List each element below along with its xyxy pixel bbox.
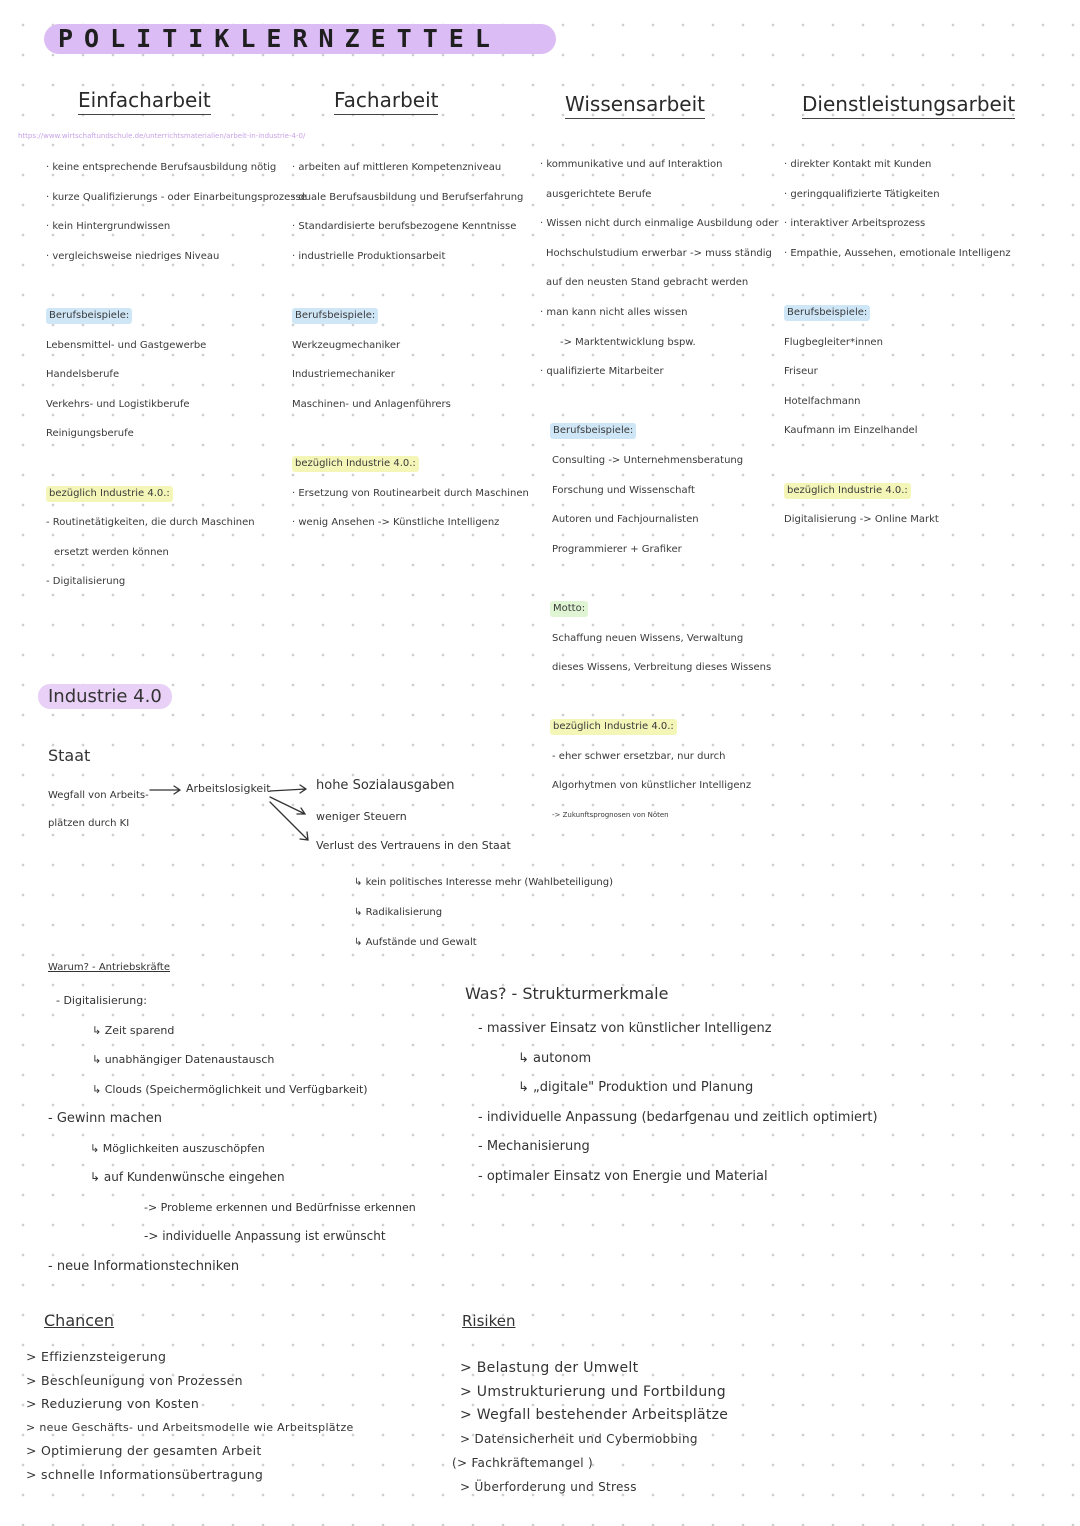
list-item: - Digitalisierung: [56,994,147,1007]
list-item: > Reduzierung von Kosten [26,1396,200,1412]
list-item: ↳ auf Kundenwünsche eingehen [90,1170,285,1184]
risiken-list [452,1357,729,1499]
list-item: Friseur [784,366,818,378]
list-item: · kurze Qualifizierungs - oder Einarbeitungsprozesse [46,191,307,203]
industrie-label: bezüglich Industrie 4.0.: [292,456,419,472]
warum-list [48,986,416,1281]
list-item: Schaffung neuen Wissens, Verwaltung [552,632,744,644]
list-item: · vergleichsweise niedriges Niveau [46,250,220,262]
list-item: ↳ unabhängiger Datenaustausch [92,1053,275,1066]
list-item: Autoren und Fachjournalisten [552,514,699,526]
staat-label: Staat [48,746,91,765]
list-item: · Empathie, Aussehen, emotionale Intelligenz [784,247,1011,259]
list-item: Hotelfachmann [784,395,861,407]
list-item: > Wegfall bestehender Arbeitsplätze [460,1407,729,1424]
folge-3: Verlust des Vertrauens in den Staat [316,839,511,852]
list-item: · geringqualifizierte Tätigkeiten [784,188,940,200]
list-item: > schnelle Informationsübertragung [26,1466,264,1482]
list-item: Maschinen- und Anlagenführers [292,398,451,410]
list-item: · Standardisierte berufsbezogene Kenntnisse [292,221,517,233]
list-item: - Mechanisierung [478,1139,590,1154]
list-item: · industrielle Produktionsarbeit [292,250,446,262]
list-item: Industriemechaniker [292,369,395,381]
chancen-heading: Chancen [44,1311,115,1330]
warum-heading: Warum? - Antriebskräfte [48,962,170,973]
source-link[interactable]: https://www.wirtschaftundschule.de/unterrichtsmaterialien/arbeit-in-industrie-4-0/ [18,132,306,140]
list-item: ↳ Clouds (Speichermöglichkeit und Verfügbarkeit) [92,1082,368,1096]
list-item: Werkzeugmechaniker [292,339,401,351]
list-item: ↳ kein politisches Interesse mehr (Wahlbeteiligung) [354,877,614,888]
list-item: · kein Hintergrundwissen [46,221,171,233]
list-item: > Belastung der Umwelt [460,1360,639,1376]
list-item: · wenig Ansehen -> Künstliche Intelligenz [292,517,500,529]
wegfall-line: plätzen durch KI [48,818,130,829]
list-item: Handelsberufe [46,369,120,381]
list-item: - individuelle Anpassung (bedarfgenau und zeitlich optimiert) [478,1109,878,1125]
list-item: - Gewinn machen [48,1111,163,1126]
list-item: -> Probleme erkennen und Bedürfnisse erkennen [144,1200,416,1214]
list-item: -> individuelle Anpassung ist erwünscht [144,1229,386,1243]
risiken-heading: Risiken [462,1312,516,1330]
return-arrow-icon: ↳ [354,937,366,948]
beispiele-label: Berufsbeispiele: [292,308,378,324]
page-title: POLITIKLERNZETTEL [44,24,556,54]
beispiele-label: Berufsbeispiele: [46,308,132,324]
wegfall-line: Wegfall von Arbeits- [48,790,149,801]
arbeitslosigkeit-text: Arbeitslosigkeit [186,782,271,795]
motto-label: Motto: [550,601,588,617]
folge-1: hohe Sozialausgaben [316,778,455,793]
list-item: Reinigungsberufe [46,428,134,440]
beispiele-label: Berufsbeispiele: [784,305,870,321]
list-item: · interaktiver Arbeitsprozess [784,218,926,230]
list-item: ↳ „digitale" Produktion und Planung [518,1080,754,1095]
heading-wissensarbeit: Wissensarbeit [565,92,705,116]
list-item: -> Zukunftsprognosen von Nöten [552,811,669,820]
list-item: · duale Berufsausbildung und Berufserfahrung [292,191,524,203]
chancen-list [26,1345,354,1487]
list-item: - optimaler Einsatz von Energie und Material [478,1168,768,1184]
list-item: (> Fachkräftemangel ) [452,1455,594,1470]
list-item: Consulting -> Unternehmensberatung [552,454,744,466]
list-item: · qualifizierte Mitarbeiter [540,366,664,378]
heading-facharbeit: Facharbeit [334,88,438,112]
list-item: - massiver Einsatz von künstlicher Intelligenz [478,1021,772,1036]
list-item: Hochschulstudium erwerbar -> muss ständig [546,247,772,259]
list-item: · keine entsprechende Berufsausbildung nötig [46,162,277,173]
list-item: > Beschleunigung von Prozessen [26,1372,243,1388]
list-item: - Digitalisierung [46,576,126,588]
list-item: dieses Wissens, Verbreitung dieses Wissens [552,662,772,674]
list-item: Algorhytmen von künstlicher Intelligenz [552,780,752,792]
list-item: Verkehrs- und Logistikberufe [46,398,190,410]
was-list [478,1014,878,1191]
list-item: ersetzt werden können [54,546,169,558]
list-item: Kaufmann im Einzelhandel [784,425,918,437]
was-heading: Was? - Strukturmerkmale [465,984,669,1003]
list-item: -> Marktentwicklung bspw. [560,336,696,348]
industrie-label: bezüglich Industrie 4.0.: [550,719,677,735]
list-item: · direkter Kontakt mit Kunden [784,159,932,170]
arrow-icon [270,797,305,814]
list-item: > Datensicherheit und Cybermobbing [460,1432,698,1447]
list-item: - neue Informationstechniken [48,1258,240,1274]
industrie-heading: Industrie 4.0 [38,684,172,709]
list-item: Digitalisierung -> Online Markt [784,514,939,526]
list-item: auf den neusten Stand gebracht werden [546,277,749,289]
list-item: ↳ Radikalisierung [354,907,443,918]
arrow-icon [150,786,180,794]
list-item: > Überforderung und Stress [460,1479,637,1494]
industrie-label: bezüglich Industrie 4.0.: [784,483,911,499]
beispiele-label: Berufsbeispiele: [550,423,636,439]
list-item: Lebensmittel- und Gastgewerbe [46,339,207,351]
folge-2: weniger Steuern [316,810,407,823]
return-arrow-icon: ↳ [354,877,366,888]
return-arrow-icon: ↳ [354,907,366,918]
list-item: > neue Geschäfts- und Arbeitsmodelle wie Arbeitsplätze [26,1420,354,1434]
list-item: · man kann nicht alles wissen [540,306,688,318]
list-item: - eher schwer ersetzbar, nur durch [552,750,726,762]
list-item: · arbeiten auf mittleren Kompetenzniveau [292,162,502,173]
industrie-label: bezüglich Industrie 4.0.: [46,486,173,502]
heading-einfacharbeit: Einfacharbeit [78,88,211,112]
list-item: ↳ autonom [518,1050,592,1066]
list-item: - Routinetätigkeiten, die durch Maschinen [46,517,255,529]
list-item: Programmierer + Grafiker [552,543,682,555]
list-item: ↳ Aufstände und Gewalt [354,937,477,948]
arrow-icon [270,785,306,793]
list-item: Forschung und Wissenschaft [552,484,695,496]
list-item: · Ersetzung von Routinearbeit durch Maschinen [292,487,529,499]
list-item: > Optimierung der gesamten Arbeit [26,1443,262,1459]
list-item: · kommunikative und auf Interaktion [540,159,723,170]
list-item: ausgerichtete Berufe [546,188,652,200]
list-item: > Umstrukturierung und Fortbildung [460,1383,726,1400]
arrow-icon [270,802,308,840]
list-item: ↳ Möglichkeiten auszuschöpfen [90,1141,265,1155]
heading-dienstleistungsarbeit: Dienstleistungsarbeit [802,92,1015,116]
list-item: > Effizienzsteigerung [26,1349,167,1364]
list-item: ↳ Zeit sparend [92,1023,175,1037]
list-item: Flugbegleiter*innen [784,336,883,348]
list-item: · Wissen nicht durch einmalige Ausbildung oder [540,218,779,230]
